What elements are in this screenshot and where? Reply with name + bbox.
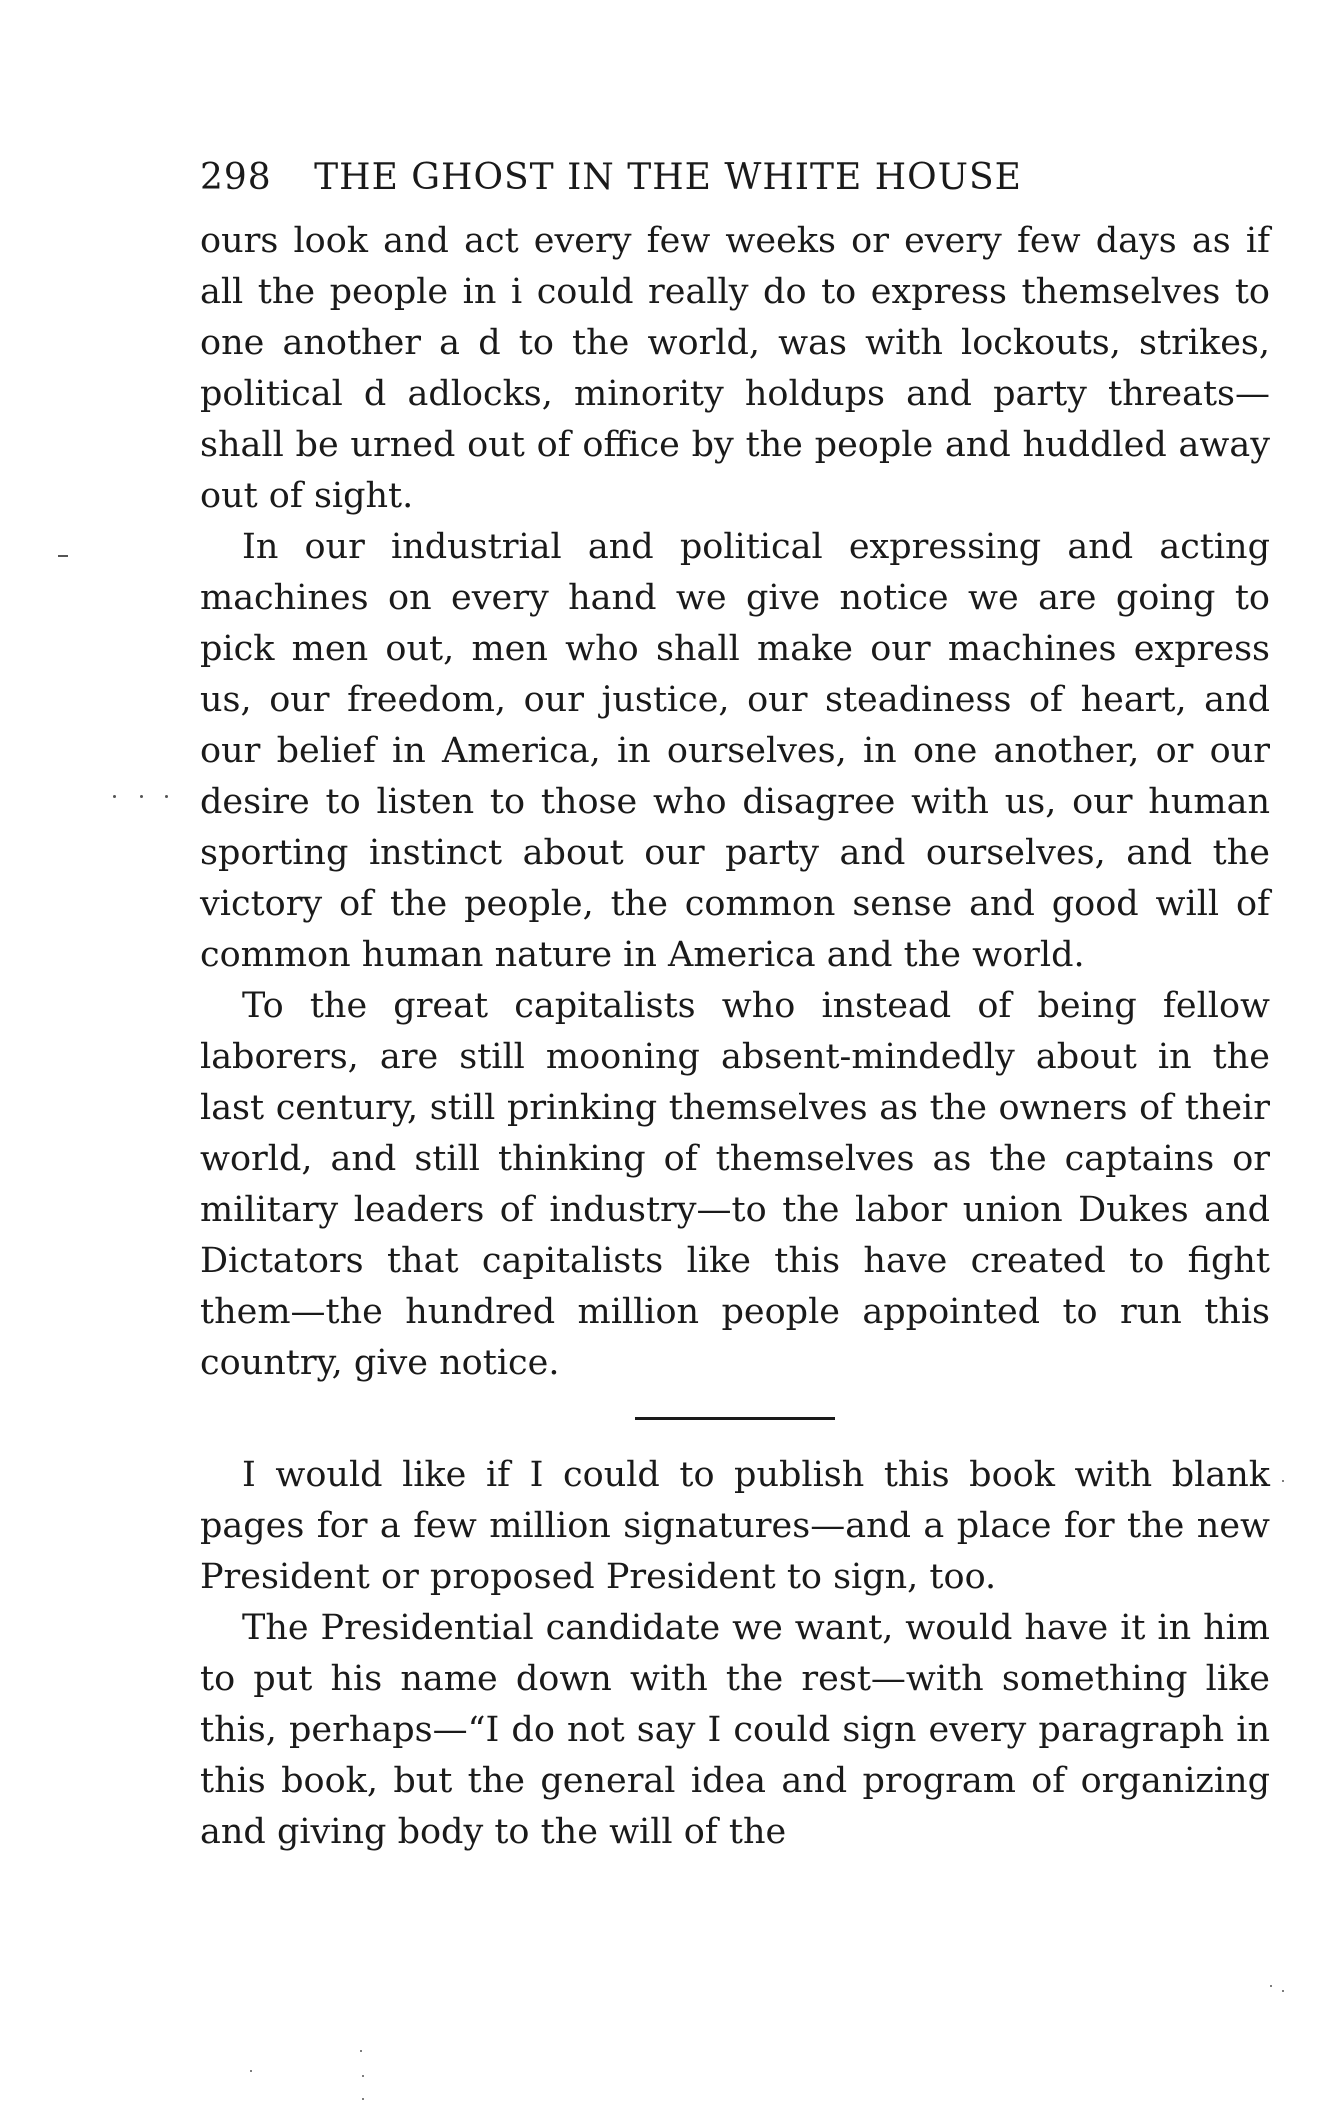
scan-speck	[1270, 1985, 1272, 1987]
scan-speck	[140, 795, 143, 798]
paragraph: To the great capitalists who instead of being fellow laborers, are still mooning absent-mindedly about in the last century, still prinking themselves as the owners of their world, and still thinking of themselves as the captains or military leaders of industry—to the labor union Dukes and Dictators that capitalists like this have created to fight them—the hundred million people appointed to run this country, give notice.	[200, 986, 1270, 1383]
scan-speck	[58, 555, 68, 557]
scan-speck	[1282, 1480, 1284, 1482]
paragraph: In our industrial and political expressing and acting machines on every hand we give notice we are going to pick men out, men who shall make our machines express us, our freedom, our justice, our steadiness of heart, and our belief in America, in ourselves, in one another, or our desire to listen to those who disagree with us, our human sporting instinct about our party and ourselves, and the victory of the people, the common sense and good will of common human nature in America and the world.	[200, 527, 1270, 975]
scan-speck	[360, 2050, 362, 2052]
paragraph: I would like if I could to publish this book with blank pages for a few million signatures—and a place for the new President or proposed President to sign, too.	[200, 1455, 1270, 1597]
scan-speck	[113, 795, 116, 798]
scan-speck	[250, 2070, 252, 2072]
scan-speck	[165, 795, 168, 798]
running-title: THE GHOST IN THE WHITE HOUSE	[314, 157, 1022, 198]
scan-speck	[362, 2075, 364, 2077]
paragraph-continued: ours look and act every few weeks or every few days as if all the people in i could really do to express themselves to one another a d to the world, was with lockouts, strikes, political d adlocks, minority holdups and party threats—shall be urned out of office by the people and huddled away out of sight.	[200, 221, 1270, 516]
paragraph: The Presidential candidate we want, would have it in him to put his name down with the rest—with something like this, perhaps—“I do not say I could sign every paragraph in this book, but the general idea and program of organizing and giving body to the will of the	[200, 1608, 1270, 1852]
scan-speck	[362, 2098, 364, 2100]
body-text	[200, 216, 1270, 1858]
running-head	[200, 157, 1270, 198]
page-number: 298	[200, 157, 272, 198]
book-page	[200, 157, 1270, 1858]
section-divider	[635, 1417, 835, 1420]
scan-speck	[1282, 1990, 1284, 1992]
